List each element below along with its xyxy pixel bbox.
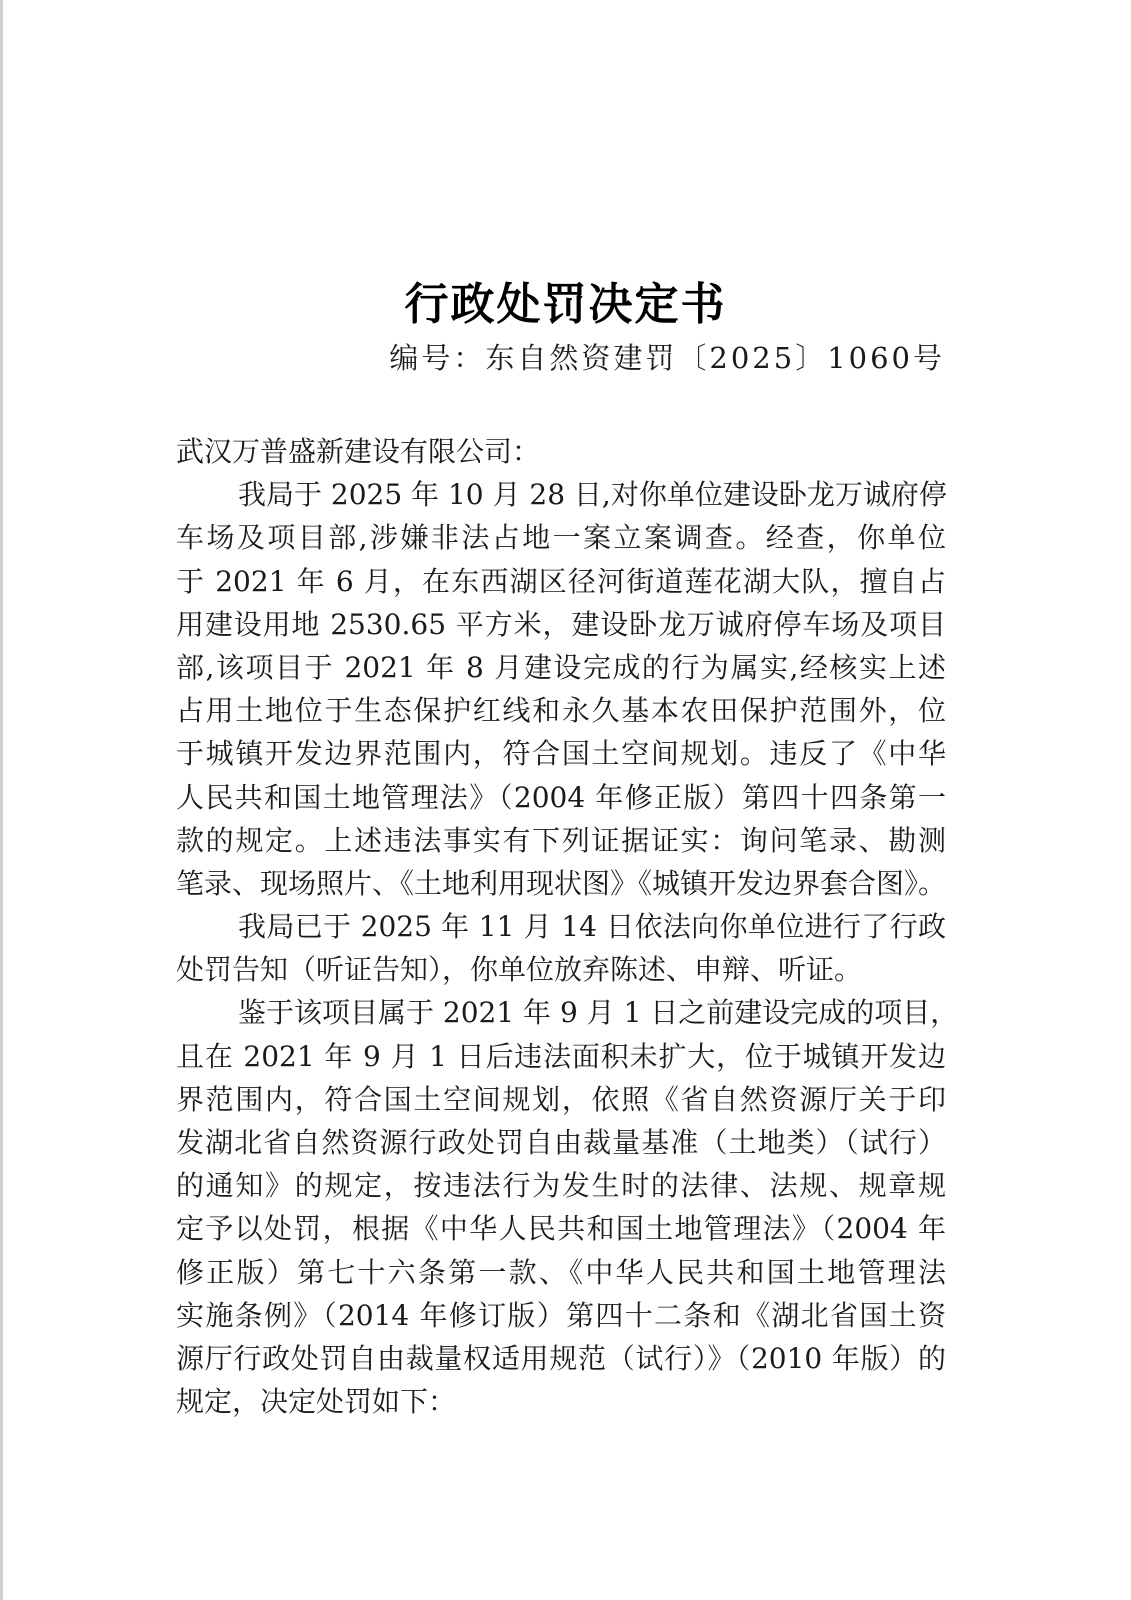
paragraph <box>176 905 946 991</box>
text-line: 用建设用地 2530.65 平方米，建设卧龙万诚府停车场及项目 <box>176 607 946 641</box>
text-line: 鉴于该项目属于 2021 年 9 月 1 日之前建设完成的项目， <box>238 996 959 1030</box>
text-line: 于城镇开发边界范围内，符合国土空间规划。违反了《中华 <box>176 737 946 771</box>
document-title: 行政处罚决定书 <box>404 279 727 330</box>
addressee: 武汉万普盛新建设有限公司： <box>176 435 541 468</box>
text-line: 界范围内，符合国土空间规划，依照《省自然资源厅关于印 <box>176 1082 946 1116</box>
text-line: 部,该项目于 2021 年 8 月建设完成的行为属实,经核实上述 <box>176 650 946 684</box>
text-line: 发湖北省自然资源行政处罚自由裁量基准（土地类）（试行） <box>176 1126 946 1159</box>
text-line: 处罚告知（听证告知），你单位放弃陈述、申辩、听证。 <box>176 953 863 987</box>
text-line: 款的规定。上述违法事实有下列证据证实：询问笔录、勘测 <box>176 823 946 857</box>
text-line: 笔录、现场照片、《土地利用现状图》《城镇开发边界套合图》。 <box>176 866 947 900</box>
text-line: 于 2021 年 6 月，在东西湖区径河街道莲花湖大队，擅自占 <box>176 564 946 598</box>
text-line: 源厅行政处罚自由裁量权适用规范（试行）》（2010 年版）的 <box>176 1341 946 1375</box>
text-line: 占用土地位于生态保护红线和永久基本农田保护范围外，位 <box>176 694 946 728</box>
text-line: 修正版）第七十六条第一款、《中华人民共和国土地管理法 <box>176 1255 946 1289</box>
text-line: 实施条例》（2014 年修订版）第四十二条和《湖北省国土资 <box>176 1298 946 1332</box>
text-line: 车场及项目部,涉嫌非法占地一案立案调查。经查，你单位 <box>176 521 946 555</box>
paragraph <box>176 991 959 1423</box>
text-line: 定予以处罚，根据《中华人民共和国土地管理法》（2004 年 <box>176 1212 946 1246</box>
scan-edge <box>0 0 3 1600</box>
text-line: 我局已于 2025 年 11 月 14 日依法向你单位进行了行政 <box>238 910 946 944</box>
text-line: 的通知》的规定，按违法行为发生时的法律、法规、规章规 <box>176 1169 946 1203</box>
text-line: 人民共和国土地管理法》（2004 年修正版）第四十四条第一 <box>176 780 946 814</box>
paragraphs <box>176 473 959 1423</box>
document-number: 编号：东自然资建罚〔2025〕1060号 <box>389 341 945 375</box>
paragraph <box>176 473 946 905</box>
text-line: 且在 2021 年 9 月 1 日后违法面积未扩大，位于城镇开发边 <box>176 1039 946 1073</box>
document-body <box>176 430 959 1423</box>
text-line: 我局于 2025 年 10 月 28 日,对你单位建设卧龙万诚府停 <box>238 478 947 512</box>
text-line: 规定，决定处罚如下： <box>176 1385 457 1419</box>
